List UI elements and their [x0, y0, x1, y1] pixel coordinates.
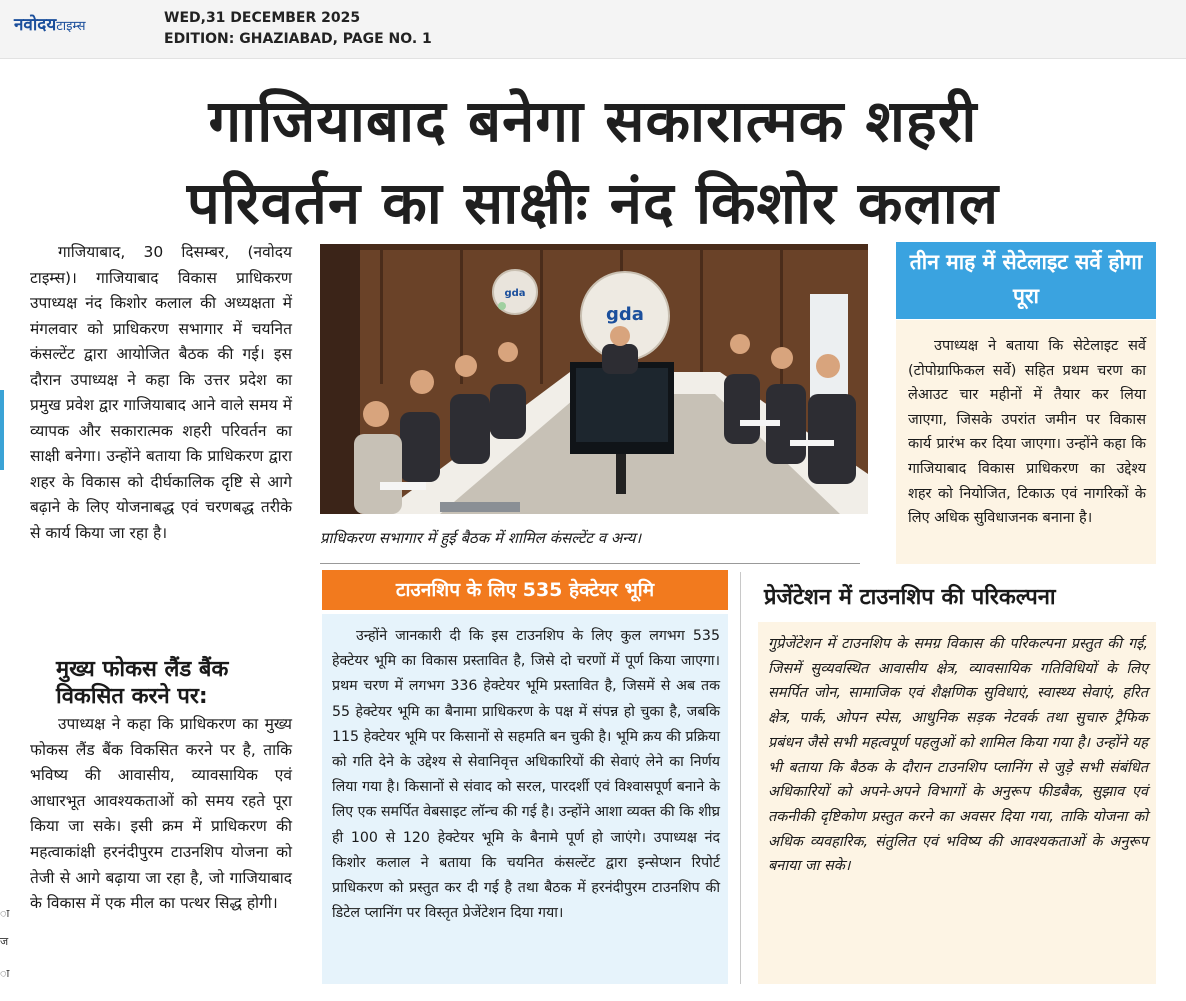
- left-column-intro: [30, 240, 292, 546]
- photo-caption: प्राधिकरण सभागार में हुई बैठक में शामिल कंसल्टेंट व अन्य।: [320, 529, 642, 547]
- presentation-heading: प्रेजेंटेशन में टाउनशिप की परिकल्पना: [764, 585, 1056, 610]
- margin-mark: ा: [0, 907, 10, 920]
- meeting-photo-illustration: [320, 244, 868, 514]
- presentation-box: [758, 622, 1156, 984]
- masthead-bar: [0, 0, 1186, 59]
- intro-paragraph: गाजियाबाद, 30 दिसम्बर, (नवोदय टाइम्स)। गाजियाबाद विकास प्राधिकरण उपाध्यक्ष नंद किशोर कलाल की अध्यक्षता में मंगलवार को प्राधिकरण सभागार में चयनित कंसल्टेंट द्वारा आयोजित बैठक की गई। इस दौरान उपाध्यक्ष ने कहा कि उत्तर प्रदेश का प्रमुख प्रवेश द्वार गाजियाबाद आने वाले समय में व्यापक और सकारात्मक शहरी परिवर्तन का साक्षी बनेगा। उन्होंने बताया कि प्राधिकरण द्वारा शहर के विकास को दीर्घकालिक दृष्टि से आगे बढ़ाने के लिए योजनाबद्ध एवं चरणबद्ध तरीके से कार्य किया जा रहा है।: [30, 243, 292, 542]
- edition-date: WED,31 DECEMBER 2025: [164, 10, 361, 26]
- margin-mark: ा: [0, 967, 10, 980]
- meeting-photo[interactable]: [320, 244, 868, 514]
- left-column-body: [30, 712, 292, 917]
- gda-wall-logo: gda: [606, 304, 644, 325]
- left-column-subheading: मुख्य फोकस लैंड बैंक विकसित करने पर:: [56, 657, 229, 709]
- headline-line-1: गाजियाबाद बनेगा सकारात्मक शहरी: [208, 87, 978, 155]
- satellite-survey-box: [896, 320, 1156, 564]
- edition-info: EDITION: GHAZIABAD, PAGE NO. 1: [164, 31, 432, 47]
- body-paragraph: उपाध्यक्ष ने कहा कि प्राधिकरण का मुख्य फोकस लैंड बैंक विकसित करने पर है, ताकि भविष्य की आवासीय, व्यावसायिक एवं आधारभूत आवश्यकताओं को समय रहते पूरा किया जा सके। इसी क्रम में प्राधिकरण की महत्वाकांक्षी हरनंदीपुरम टाउनशिप योजना को तेजी से आगे बढ़ाया जा रहा है, जो गाजियाबाद के विकास में एक मील का पत्थर सिद्ध होगी।: [30, 715, 292, 913]
- township-land-body: उन्होंने जानकारी दी कि इस टाउनशिप के लिए कुल लगभग 535 हेक्टेयर भूमि का विकास प्रस्तावित है, जिसे दो चरणों में पूर्ण किया जाएगा। प्रथम चरण में लगभग 336 हेक्टेयर भूमि प्रस्तावित है, जिसमें से अब तक 55 हेक्टेयर भूमि का बैनामा प्राधिकरण के पक्ष में संपन्न हो चुका है, जबकि 115 हेक्टेयर भूमि पर किसानों से सहमति बन चुकी है। भूमि क्रय की प्रक्रिया को गति देने के उद्देश्य से सेवानिवृत्त अधिकारियों की सेवाएं लेने का निर्णय लिया गया है। किसानों से संवाद को सरल, पारदर्शी एवं विश्वासपूर्ण बनाने के लिए एक समर्पित वेबसाइट लॉन्च की गई है। उन्होंने आशा व्यक्त की कि शीघ्र ही 100 से 120 हेक्टेयर भूमि के बैनामे पूर्ण हो जाएंगे। उपाध्यक्ष नंद किशोर कलाल ने बताया कि चयनित कंसल्टेंट द्वारा इन्सेप्शन रिपोर्ट प्राधिकरण को प्रस्तुत कर दी गई है तथा बैठक में हरनंदीपुरम टाउनशिप की डिटेल प्लानिंग पर विस्तृत प्रेजेंटेशन दिया गया।: [332, 628, 720, 922]
- logo-sub: टाइम्स: [56, 19, 86, 34]
- satellite-survey-heading: तीन माह में सेटेलाइट सर्वे होगा पूरा: [896, 242, 1156, 319]
- satellite-survey-body: उपाध्यक्ष ने बताया कि सेटेलाइट सर्वे (टोपोग्राफिकल सर्वे) सहित प्रथम चरण का लेआउट चार महीनों में तैयार कर लिया जाएगा, जिसके उपरांत जमीन पर विकास कार्य प्रारंभ कर दिया जाएगा। उन्होंने कहा कि गाजियाबाद विकास प्राधिकरण का उद्देश्य शहर को नियोजित, टिकाऊ एवं नागरिकों के लिए अधिक सुविधाजनक बनाना है।: [908, 338, 1146, 527]
- caption-divider: [320, 563, 860, 564]
- headline-line-2: परिवर्तन का साक्षीः नंद किशोर कलाल: [186, 169, 1000, 237]
- township-land-box: [322, 614, 728, 984]
- gda-small-logo: gda: [504, 288, 526, 299]
- margin-mark: ज: [0, 935, 9, 948]
- column-divider: [740, 572, 741, 984]
- township-land-heading: टाउनशिप के लिए 535 हेक्टेयर भूमि: [322, 570, 728, 610]
- logo-main: नवोदय: [14, 15, 57, 35]
- left-margin-strip: [0, 390, 4, 470]
- presentation-body: गुप्रेजेंटेशन में टाउनशिप के समग्र विकास की परिकल्पना प्रस्तुत की गई, जिसमें सुव्यवस्थित आवासीय क्षेत्र, व्यावसायिक गतिविधियों के लिए समर्पित जोन, सामाजिक एवं शैक्षणिक सुविधाएं, स्वास्थ्य सेवाएं, हरित क्षेत्र, पार्क, ओपन स्पेस, आधुनिक सड़क नेटवर्क तथा सुचारु ट्रैफिक प्रबंधन जैसे सभी महत्वपूर्ण पहलुओं को शामिल किया गया है। उन्होंने यह भी बताया कि बैठक के दौरान टाउनशिप प्लानिंग से जुड़े सभी संबंधित अधिकारियों को अपने-अपने विभागों के अनुरूप फीडबैक, सुझाव एवं तकनीकी दृष्टिकोण प्रस्तुत करने का अवसर दिया गया, ताकि योजना को अधिक व्यवहारिक, संतुलित एवं भविष्य की आवश्यकताओं के अनुरूप बनाया जा सके।: [768, 636, 1148, 875]
- newspaper-logo[interactable]: [14, 12, 86, 35]
